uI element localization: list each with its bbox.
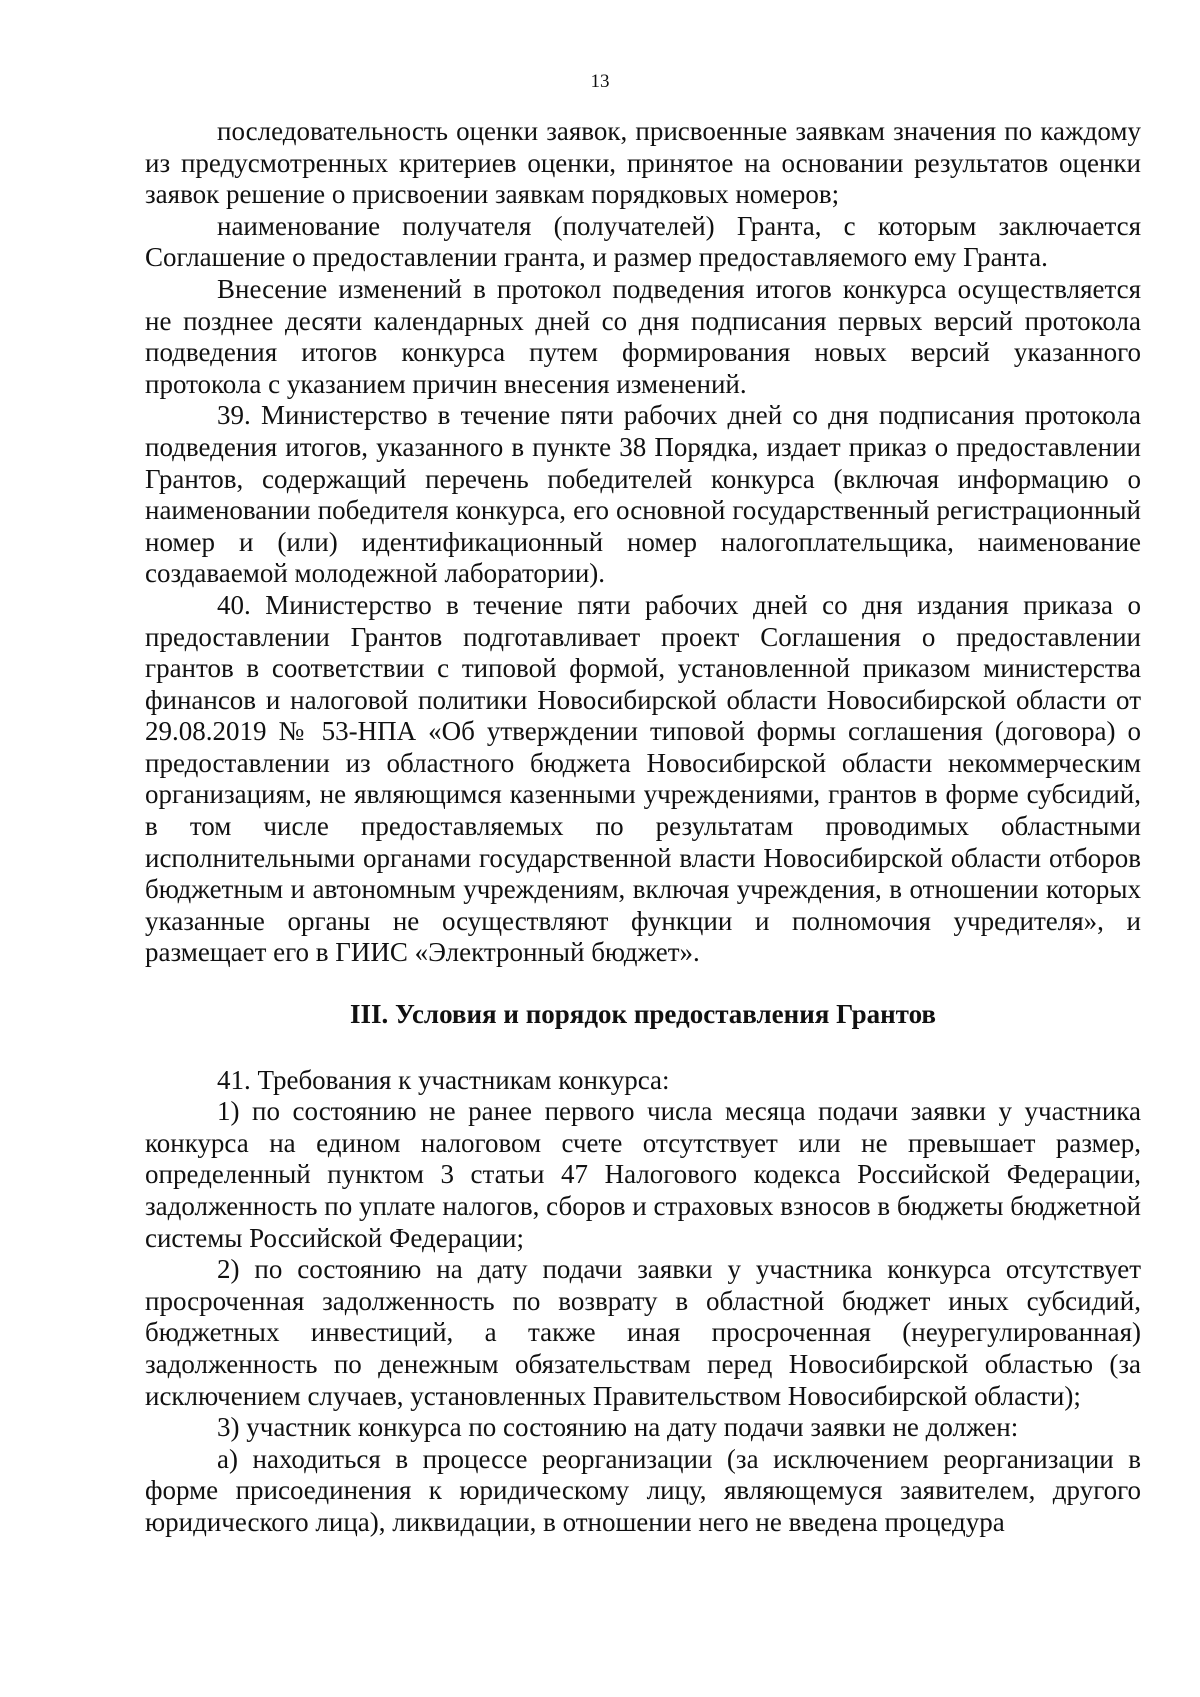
page-number: 13 <box>590 71 610 92</box>
paragraph: наименование получателя (получателей) Гранта, с которым заключается Соглашение о предоставлении гранта, и размер предоставляемого ему Гранта. <box>145 210 1141 273</box>
paragraph-item-39: 39. Министерство в течение пяти рабочих дней со дня подписания протокола подведения итогов, указанного в пункте 38 Порядка, издает приказ о предоставлении Грантов, содержащий перечень победителей конкурса (включая информацию о наименовании победителя конкурса, его основной государственный регистрационный номер и (или) идентификационный номер налогоплательщика, наименование создаваемой молодежной лаборатории). <box>145 400 1141 589</box>
document-body <box>145 116 1141 1539</box>
paragraph: последовательность оценки заявок, присвоенные заявкам значения по каждому из предусмотренных критериев оценки, принятое на основании результатов оценки заявок решение о присвоении заявкам порядковых номеров; <box>145 116 1141 210</box>
section-heading: III. Условия и порядок предоставления Грантов <box>350 999 936 1030</box>
paragraph-item-40: 40. Министерство в течение пяти рабочих дней со дня издания приказа о предоставлении Грантов подготавливает проект Соглашения о предоставлении грантов в соответствии с типовой формой, установленной приказом министерства финансов и налоговой политики Новосибирской области Новосибирской области от 29.08.2019 № 53-НПА «Об утверждении типовой формы соглашения (договора) о предоставлении из областного бюджета Новосибирской области некоммерческим организациям, не являющимся казенными учреждениями, грантов в форме субсидий, в том числе предоставляемых по результатам проводимых областными исполнительными органами государственной власти Новосибирской области отборов бюджетным и автономным учреждениям, включая учреждения, в отношении которых указанные органы не осуществляют функции и полномочия учредителя», и размещает его в ГИИС «Электронный бюджет». <box>145 589 1141 968</box>
paragraph: Внесение изменений в протокол подведения итогов конкурса осуществляется не позднее десяти календарных дней со дня подписания первых версий протокола подведения итогов конкурса путем формирования новых версий указанного протокола с указанием причин внесения изменений. <box>145 273 1141 399</box>
paragraph-subitem-1: 1) по состоянию не ранее первого числа месяца подачи заявки у участника конкурса на едином налоговом счете отсутствует или не превышает размер, определенный пунктом 3 статьи 47 Налогового кодекса Российской Федерации, задолженность по уплате налогов, сборов и страховых взносов в бюджеты бюджетной системы Российской Федерации; <box>145 1096 1141 1253</box>
paragraph-subitem-a: а) находиться в процессе реорганизации (за исключением реорганизации в форме присоединения к юридическому лицу, являющемуся заявителем, другого юридического лица), ликвидации, в отношении него не введена процедура <box>145 1443 1141 1537</box>
paragraph-subitem-3: 3) участник конкурса по состоянию на дату подачи заявки не должен: <box>217 1412 1019 1443</box>
paragraph-subitem-2: 2) по состоянию на дату подачи заявки у участника конкурса отсутствует просроченная задолженность по возврату в областной бюджет иных субсидий, бюджетных инвестиций, а также иная просроченная (неурегулированная) задолженность по денежным обязательствам перед Новосибирской областью (за исключением случаев, установленных Правительством Новосибирской области); <box>145 1254 1141 1411</box>
paragraph-item-41: 41. Требования к участникам конкурса: <box>217 1064 670 1095</box>
